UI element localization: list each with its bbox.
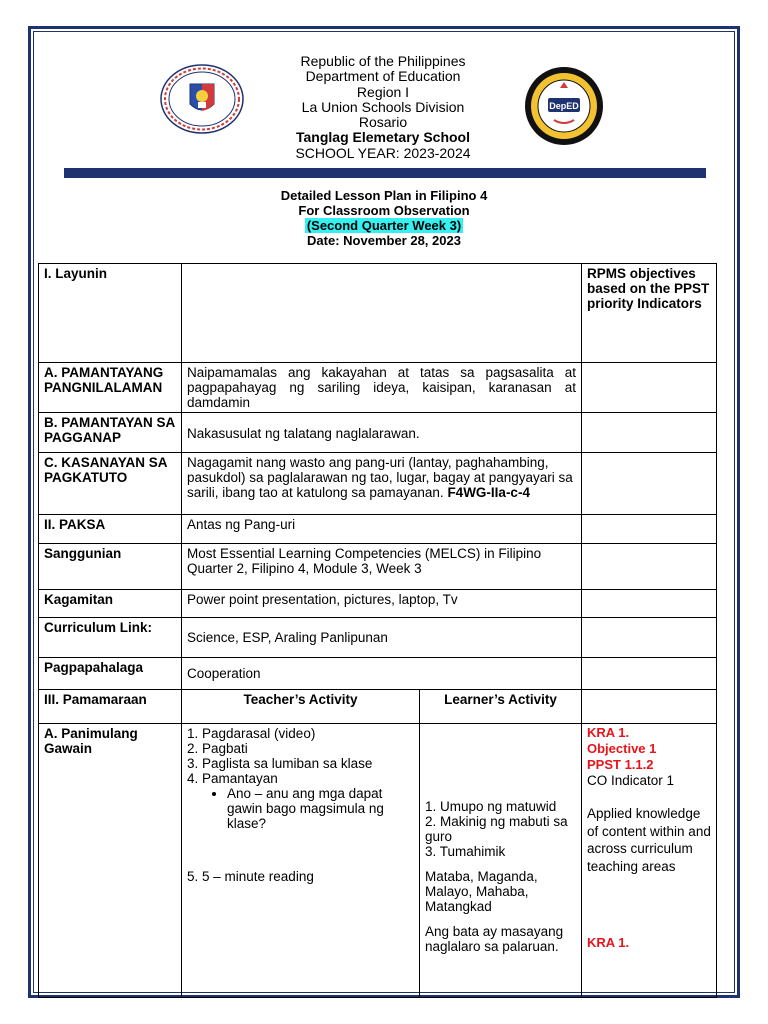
rpms-header: RPMS objectives based on the PPST priority Indicators: [582, 264, 717, 363]
co-indicator: CO Indicator 1: [587, 773, 675, 788]
header-school-year: SCHOOL YEAR: 2023-2024: [295, 144, 471, 161]
text-sanggunian-2: Quarter 2, Filipino 4, Module 3, Week 3: [187, 561, 422, 576]
rpms-empty: [582, 658, 717, 690]
learner-words: Mataba, Maganda, Malayo, Mahaba, Matangkad: [425, 869, 538, 914]
svg-text:DepED: DepED: [549, 101, 579, 111]
row-pamantayang: [39, 363, 717, 413]
rpms-indicator-cell: [582, 724, 717, 998]
rpms-empty: [582, 544, 717, 590]
learner-item: 1. Umupo ng matuwid: [425, 799, 557, 814]
label-curriculum: Curriculum Link:: [39, 618, 182, 658]
teacher-item: 4. Pamantayan: [187, 771, 278, 786]
learner-activity-cell: [420, 724, 582, 998]
teacher-item: 1. Pagdarasal (video): [187, 726, 316, 741]
rpms-empty: [582, 413, 717, 453]
label-kasanayan: C. KASANAYAN SA PAGKATUTO: [39, 453, 182, 515]
teacher-activity-header: Teacher’s Activity: [182, 690, 420, 724]
applied-knowledge-text: Applied knowledge of content within and across curriculum teaching areas: [587, 806, 711, 874]
header-town: Rosario: [358, 114, 408, 131]
header-region: Region I: [356, 83, 410, 100]
label-pagpapahalaga: Pagpapahalaga: [39, 658, 182, 690]
cell-layunin-empty: [182, 264, 582, 363]
title-line-3: [160, 218, 608, 233]
competency-code: F4WG-IIa-c-4: [447, 485, 530, 500]
row-kagamitan: [39, 590, 717, 618]
text-sanggunian-1: Most Essential Learning Competencies (MELCS) in Filipino: [187, 546, 542, 561]
row-curriculum: [39, 618, 717, 658]
header-division: La Union Schools Division: [301, 98, 465, 115]
highlighted-quarter: (Second Quarter Week 3): [306, 218, 462, 233]
header-department: Department of Education: [305, 68, 461, 85]
school-seal-logo: [524, 66, 604, 146]
label-panimulang: A. Panimulang Gawain: [39, 724, 182, 998]
learner-activity-header: Learner’s Activity: [420, 690, 582, 724]
teacher-bullet-list: [227, 786, 414, 831]
title-date: Date: November 28, 2023: [307, 233, 461, 248]
kra-label-bottom: KRA 1.: [587, 935, 630, 950]
teacher-reading: 5. 5 – minute reading: [187, 869, 314, 884]
label-paksa: II. PAKSA: [39, 515, 182, 544]
label-layunin: I. Layunin: [39, 264, 182, 363]
text-kasanayan: Nagagamit nang wasto ang pang-uri (lantay, paghahambing, pasukdol) sa paglalarawan ng tao, lugar, bagay at pangyayari sa sarili, ibang tao at katulong sa pamayanan.: [187, 455, 573, 500]
kra-label: KRA 1.: [587, 725, 630, 740]
rpms-empty: [582, 618, 717, 658]
teacher-bullet-item: • Ano – anu ang mga dapat gawin bago magsimula ng klase?: [227, 786, 414, 831]
learner-item: 2. Makinig ng mabuti sa guro: [425, 814, 568, 844]
learner-item: 3. Tumahimik: [425, 844, 506, 859]
row-kasanayan: [39, 453, 717, 515]
text-kagamitan: Power point presentation, pictures, laptop, Tv: [182, 590, 582, 618]
label-kagamitan: Kagamitan: [39, 590, 182, 618]
title-line-2: For Classroom Observation: [298, 203, 470, 218]
text-curriculum: Science, ESP, Araling Panlipunan: [182, 618, 582, 658]
objective-label: Objective 1: [587, 741, 657, 756]
text-pagganap: Nakasusulat ng talatang naglalarawan.: [182, 413, 582, 453]
title-line-1: Detailed Lesson Plan in Filipino 4: [280, 188, 488, 203]
label-pamantayang: A. PAMANTAYANG PANGNILALAMAN: [39, 363, 182, 413]
sanggunian-cell: [182, 544, 582, 590]
row-pamamaraan: [39, 690, 717, 724]
row-panimulang: [39, 724, 717, 998]
teacher-activity-cell: [182, 724, 420, 998]
rpms-empty: [582, 453, 717, 515]
rpms-empty: [582, 590, 717, 618]
teacher-item: 2. Pagbati: [187, 741, 248, 756]
row-sanggunian: [39, 544, 717, 590]
text-pagpapahalaga: Cooperation: [182, 658, 582, 690]
row-pagpapahalaga: [39, 658, 717, 690]
ppst-label: PPST 1.1.2: [587, 757, 654, 772]
row-pagganap: [39, 413, 717, 453]
kasanayan-cell: [182, 453, 582, 515]
text-pamantayang: Naipamamalas ang kakayahan at tatas sa pagsasalita at pagpapahayag ng sariling ideya, kaisipan, karanasan at damdamin: [182, 363, 582, 413]
header-divider-bar: [64, 168, 706, 178]
label-pagganap: B. PAMANTAYAN SA PAGGANAP: [39, 413, 182, 453]
teacher-item: 3. Paglista sa lumiban sa klase: [187, 756, 373, 771]
document-header: [230, 54, 536, 161]
rpms-empty: [582, 515, 717, 544]
row-paksa: [39, 515, 717, 544]
learner-sentence: Ang bata ay masayang naglalaro sa palaruan.: [425, 924, 564, 954]
header-school-name: Tanglag Elemetary School: [295, 129, 470, 146]
rpms-empty: [582, 690, 717, 724]
header-republic: Republic of the Philippines: [300, 53, 466, 69]
lesson-plan-title: [160, 188, 608, 248]
label-sanggunian: Sanggunian: [39, 544, 182, 590]
row-layunin: [39, 264, 717, 363]
text-paksa: Antas ng Pang-uri: [182, 515, 582, 544]
label-pamamaraan: III. Pamamaraan: [39, 690, 182, 724]
rpms-empty: [582, 363, 717, 413]
lesson-plan-table: [38, 263, 717, 998]
